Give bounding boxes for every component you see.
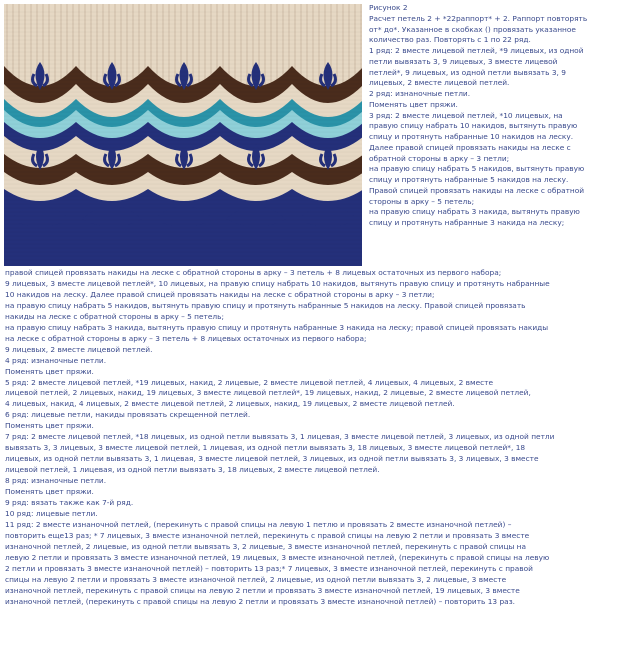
intro-line: 2 ряд: изнаночные петли.: [369, 89, 471, 98]
rows-line: 5 ряд: 2 вместе лицевой петлей, *19 лицевых, накид, 2 лицевые, 2 вместе лицевой петлей, 4 лицевых, 4 лицевых, 2 вместе: [5, 377, 494, 387]
rows-line: левую 2 петли и провязать 3 вместе изнаночной петлей, 19 лицевых, 3 вместе изнаночной петлей, (перекинуть с правой спицы на левую: [5, 552, 550, 562]
intro-line: спицу и протянуть набранные 10 накидов на леску.: [369, 132, 574, 141]
intro-line: 3 ряд: 2 вместе лицевой петлей, *10 лицевых, на: [369, 110, 563, 120]
rows-line: 7 ряд: 2 вместе лицевой петлей, *18 лицевых, из одной петли вывязать 3, 1 лицевая, 3 вместе лицевой петлей, 3 лицевых, из одной петли: [5, 432, 555, 442]
pattern-intro-text: [369, 3, 617, 229]
intro-line: от* до*. Указанное в скобках () провязать указанное: [369, 24, 576, 34]
rows-line: изнаночной петлей, 2 лицевые, из одной петли вывязать 3, 2 лицевые, 3 вместе изнаночной петлей, перекинуть с правой спицы на: [5, 541, 527, 551]
rows-line: 9 лицевых, 3 вместе лицевой петлей*, 10 лицевых, на правую спицу набрать 10 накидов, вытянуть правую спицу и протянуть набранные: [5, 278, 550, 288]
rows-line: на правую спицу набрать 3 накида, вытянуть правую спицу и протянуть набранные 3 накида на леску; правой спицей провязать накиды: [5, 322, 549, 332]
rows-line: изнаночной петлей, перекинуть с правой спицы на левую 2 петли и провязать 3 вместе изнаночной петлей, 19 лицевых, 3 вместе: [5, 585, 520, 595]
rows-line: повторить еще13 раз; * 7 лицевых, 3 вместе изнаночной петлей, перекинуть с правой спицы на левую 2 петли и провязать 3 вместе: [5, 530, 530, 540]
intro-line: правую спицу набрать 10 накидов, вытянуть правую: [369, 121, 578, 131]
rows-line: накиды на леске с обратной стороны в арку – 5 петель;: [5, 311, 224, 321]
intro-line: Правой спицей провязать накиды на леске с обратной: [369, 185, 585, 195]
intro-line: количество раз. Повторять с 1 по 22 ряд.: [369, 35, 531, 45]
intro-line: Поменять цвет пряжи.: [369, 99, 458, 109]
rows-line: 9 лицевых, 2 вместе лицевой петлей.: [5, 344, 153, 354]
rows-line: правой спицей провязать накиды на леске с обратной стороны в арку – 3 петель + 8 лицевых остаточных из первого набора;: [5, 268, 502, 277]
intro-line: на правую спицу набрать 3 накида, вытянуть правую: [369, 207, 580, 217]
rows-line: 10 ряд: лицевые петли.: [5, 508, 98, 518]
intro-line: петли вывязать 3, 9 лицевых, 3 вместе лицевой: [369, 56, 558, 66]
knitted-pattern-svg: [4, 4, 362, 266]
rows-line: Поменять цвет пряжи.: [5, 487, 94, 497]
rows-line: лицевой петлей, 2 лицевых, накид, 19 лицевых, 3 вместе лицевой петлей*, 19 лицевых, накид, 2 лицевые, 2 вместе лицевой петлей,: [5, 388, 531, 398]
rows-line: на леске с обратной стороны в арку – 3 петель + 8 лицевых остаточных из первого набора;: [5, 333, 367, 343]
rows-line: 6 ряд: лицевые петли, накиды провязать скрещенной петлей.: [5, 410, 251, 420]
intro-line: обратной стороны в арку – 3 петли;: [369, 153, 510, 163]
rows-line: 9 ряд: вязать также как 7-й ряд.: [5, 498, 134, 508]
intro-line: Расчет петель 2 + *22раппорт* + 2. Раппорт повторять: [369, 13, 588, 23]
rows-line: Поменять цвет пряжи.: [5, 366, 94, 376]
rows-line: 2 петли и провязать 3 вместе изнаночной петлей) – повторить 13 раз;* 7 лицевых, 3 вместе изнаночной петлей, перекинуть с правой: [5, 563, 533, 573]
rows-line: спицы на левую 2 петли и провязать 3 вместе изнаночной петлей, 2 лицевые, из одной петли вывязать 3, 2 лицевые, 3 вместе: [5, 574, 507, 584]
rows-line: лицевых, из одной петли вывязать 3, 1 лицевая, 3 вместе лицевой петлей, 3 лицевых, из одной петли вывязать 3, 3 лицевых, 3 вместе: [5, 454, 539, 464]
intro-line: Рисунок 2: [369, 3, 408, 12]
knitted-pattern-photo: [4, 4, 362, 266]
intro-line: спицу и протянуть набранные 5 накидов на леску.: [369, 175, 569, 184]
rows-line: 4 ряд: изнаночные петли.: [5, 355, 107, 365]
rows-line: на правую спицу набрать 5 накидов, вытянуть правую спицу и протянуть набранные 5 накидов на леску. Правой спицей провязать: [5, 300, 526, 310]
rows-line: 10 накидов на леску. Далее правой спицей провязать накиды на леске с обратной стороны в арку – 3 петли;: [5, 289, 435, 299]
intro-line: Далее правой спицей провязать накиды на леске с: [369, 142, 571, 152]
intro-line: лицевых, 2 вместе лицевой петлей.: [369, 78, 510, 88]
rows-line: вывязать 3, 3 лицевых, 3 вместе лицевой петлей, 1 лицевая, из одной петли вывязать 3, 18 лицевых, 3 вместе лицевой петлей*, 18: [5, 443, 526, 453]
rows-line: изнаночной петлей, (перекинуть с правой спицы на левую 2 петли и провязать 3 вместе изнаночной петлей) – повторить 13 раз.: [5, 596, 515, 606]
rows-line: 8 ряд: изнаночные петли.: [5, 476, 107, 486]
intro-line: спицу и протянуть набранные 3 накида на леску;: [369, 218, 565, 227]
rows-line: 11 ряд: 2 вместе изнаночной петлей, (перекинуть с правой спицы на левую 1 петлю и провязать 2 вместе изнаночной петлей) –: [5, 519, 512, 529]
intro-line: 1 ряд: 2 вместе лицевой петлей, *9 лицевых, из одной: [369, 46, 584, 55]
intro-line: на правую спицу набрать 5 накидов, вытянуть правую: [369, 164, 585, 174]
rows-line: Поменять цвет пряжи.: [5, 421, 94, 431]
intro-line: петлей*, 9 лицевых, из одной петли вывязать 3, 9: [369, 67, 566, 77]
intro-line: стороны в арку – 5 петель;: [369, 196, 475, 206]
rows-line: лицевой петлей, 1 лицевая, из одной петли вывязать 3, 18 лицевых, 2 вместе лицевой петлей.: [5, 465, 380, 475]
rows-line: 4 лицевых, накид, 4 лицевых, 2 вместе лицевой петлей, 2 лицевых, накид, 19 лицевых, 2 вместе лицевой петлей.: [5, 399, 455, 409]
pattern-rows-text: [5, 268, 616, 608]
